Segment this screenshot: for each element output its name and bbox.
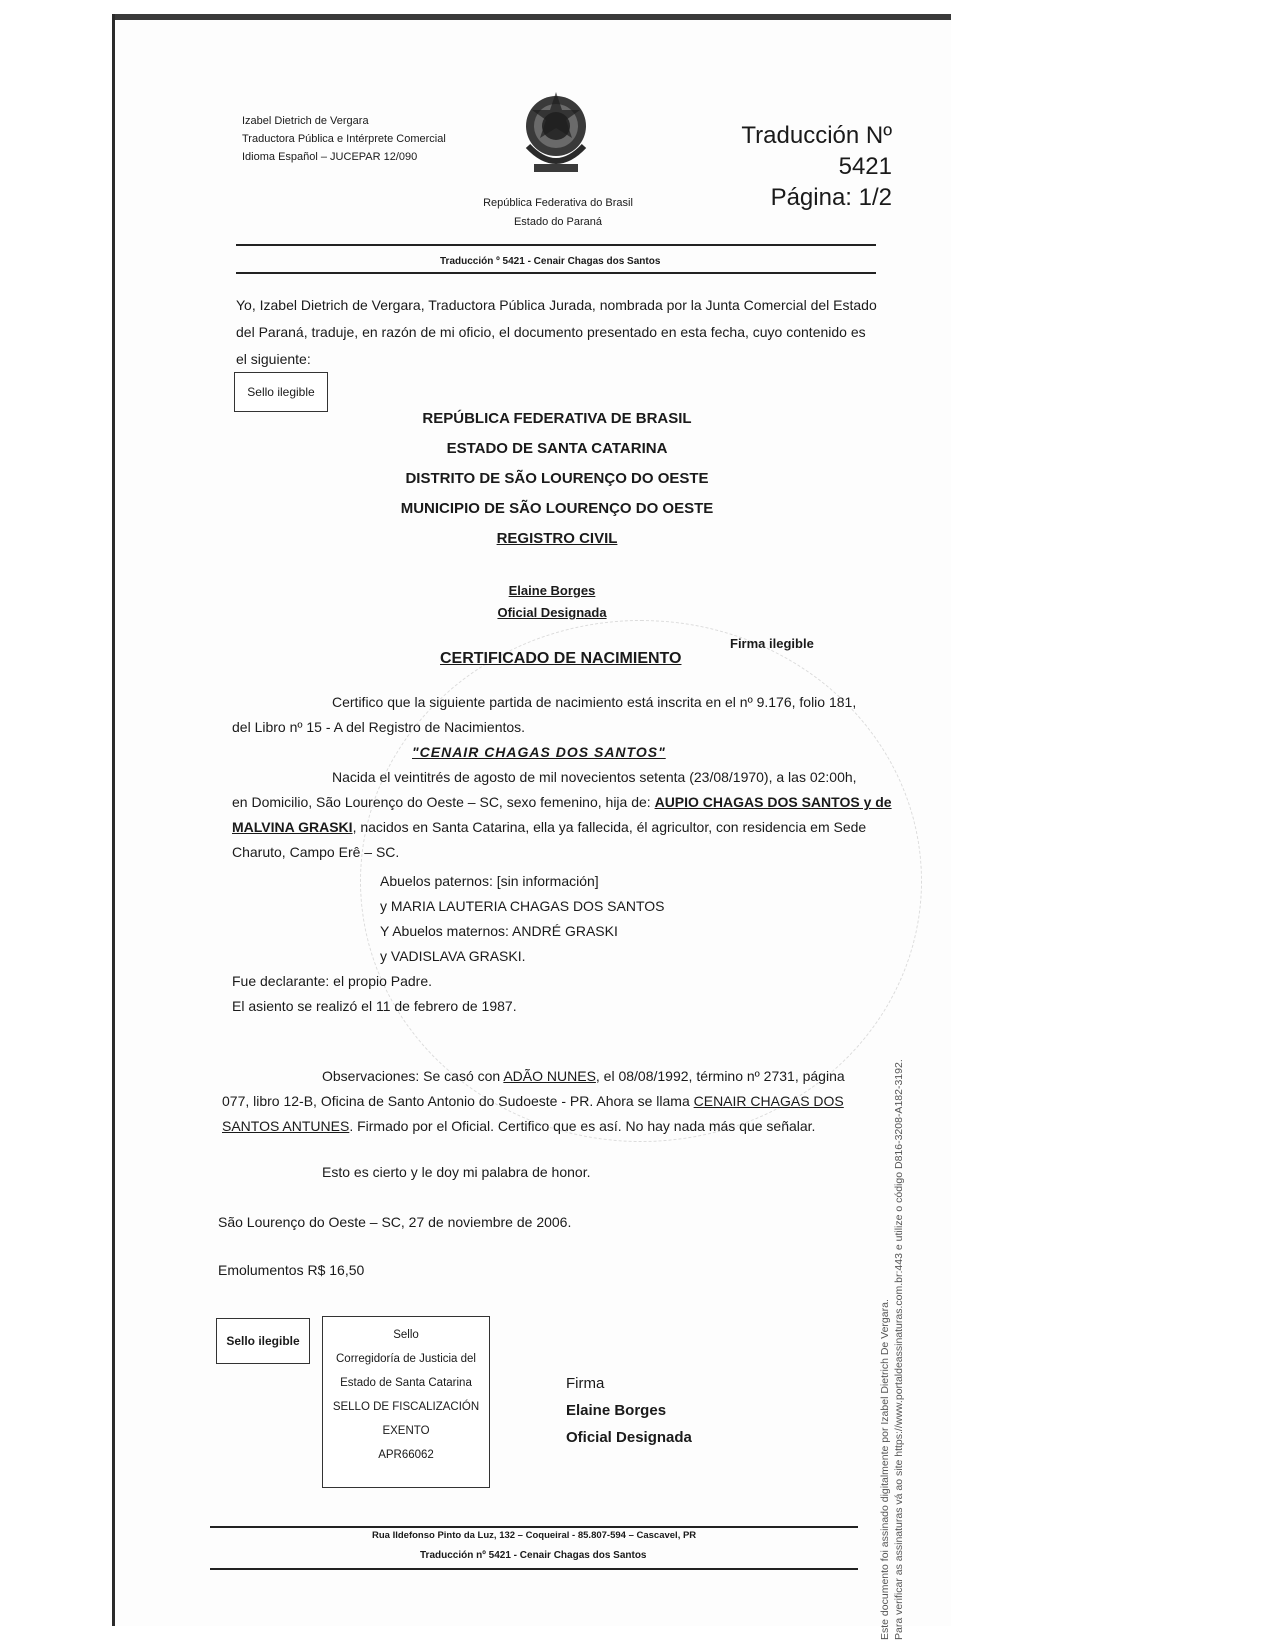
intro-line-3: el siguiente:: [236, 351, 311, 367]
cert-p2b: [232, 790, 892, 815]
cert-p2d: Charuto, Campo Erê – SC.: [232, 844, 400, 860]
signature-label: Firma: [566, 1375, 605, 1392]
side-note-line-1: Este documento foi assinado digitalmente por Izabel Dietrich De Vergara.: [879, 1299, 891, 1640]
digital-signature-note: [878, 660, 906, 1640]
obs3-post: . Firmado por el Oficial. Certifico que es así. No hay nada más que señalar.: [349, 1118, 816, 1134]
obs-line-2: [222, 1089, 882, 1114]
certificate-body: [232, 690, 892, 1019]
grandparents-1: Abuelos paternos: [sin información]: [380, 873, 599, 889]
side-note-line-2: Para verificar as assinaturas vá ao site https://www.portaldeassinaturas.com.br:443 e utilize o código D816-3208-A182-3192.: [893, 1059, 905, 1640]
observations: [222, 1064, 882, 1139]
cert-declarant: Fue declarante: el propio Padre.: [232, 973, 433, 989]
fiscal-seal-1: Sello: [393, 1329, 419, 1341]
translator-block: [242, 112, 446, 166]
obs2-pre: 077, libro 12-B, Oficina de Santo Antonio do Sudoeste - PR. Ahora se llama: [222, 1093, 694, 1109]
grandparents-4: y VADISLAVA GRASKI.: [380, 948, 526, 964]
official-name: Elaine Borges: [508, 583, 596, 598]
signature-note: Firma ilegible: [730, 636, 814, 651]
obs-line-3: [222, 1114, 882, 1139]
registry-headings: [392, 404, 722, 554]
crest-caption: [470, 194, 646, 232]
obs-spouse: ADÃO NUNES: [503, 1068, 596, 1084]
signature-role: Oficial Designada: [566, 1429, 692, 1446]
fiscal-seal-2: Corregidoría de Justicia del: [336, 1353, 476, 1365]
fiscal-seal-4: SELLO DE FISCALIZACIÓN: [332, 1401, 480, 1413]
cert-mother: MALVINA GRASKI: [232, 819, 353, 835]
obs-pre: Observaciones: Se casó con: [322, 1068, 504, 1084]
footer-reference: Traducción nº 5421 - Cenair Chagas dos Santos: [420, 1550, 647, 1561]
cert-father: AUPIO CHAGAS DOS SANTOS y de: [654, 794, 892, 810]
grandparents-3: Y Abuelos maternos: ANDRÉ GRASKI: [380, 923, 618, 939]
cert-p1b: del Libro nº 15 - A del Registro de Nacimientos.: [232, 719, 526, 735]
header-rule-bottom: [236, 272, 876, 274]
footer-address: Rua Ildefonso Pinto da Luz, 132 – Coqueiral - 85.807-594 – Cascavel, PR: [372, 1530, 697, 1541]
translator-language: Idioma Español – JUCEPAR 12/090: [242, 151, 418, 163]
footer-rule-bottom: [210, 1568, 858, 1570]
cert-entry: El asiento se realizó el 11 de febrero de 1987.: [232, 998, 517, 1014]
signature-block: [566, 1370, 692, 1451]
fiscal-seal-box: [322, 1316, 490, 1488]
heading-district: DISTRITO DE SÃO LOURENÇO DO OESTE: [405, 470, 709, 487]
seal-top-label: Sello ilegible: [247, 385, 315, 399]
certificate-title: CERTIFICADO DE NACIMIENTO: [440, 650, 682, 667]
obs3-name: SANTOS ANTUNES: [222, 1118, 350, 1134]
brazil-coat-of-arms-icon: [520, 86, 592, 186]
heading-state: ESTADO DE SANTA CATARINA: [446, 440, 668, 457]
heading-municipality: MUNICIPIO DE SÃO LOURENÇO DO OESTE: [400, 500, 714, 517]
heading-republic: REPÚBLICA FEDERATIVA DE BRASIL: [422, 410, 692, 427]
grandparents-2: y MARIA LAUTERIA CHAGAS DOS SANTOS: [380, 898, 665, 914]
cert-p2c: [232, 815, 892, 840]
crest-line-2: Estado do Paraná: [513, 216, 603, 228]
grandparents-block: [232, 869, 892, 969]
fees: Emolumentos R$ 16,50: [218, 1262, 365, 1278]
translator-name: Izabel Dietrich de Vergara: [242, 115, 369, 127]
cert-person-name: "CENAIR CHAGAS DOS SANTOS": [412, 744, 666, 760]
intro-paragraph: [236, 292, 886, 373]
header-reference: Traducción º 5421 - Cenair Chagas dos Santos: [440, 256, 661, 267]
footer-rule-top: [210, 1526, 858, 1528]
crest-line-1: República Federativa do Brasil: [483, 197, 633, 209]
cert-p2c-post: , nacidos en Santa Catarina, ella ya fallecida, él agricultor, con residencia em Sede: [352, 819, 867, 835]
heading-civil-registry: REGISTRO CIVIL: [496, 530, 618, 547]
obs2-name: CENAIR CHAGAS DOS: [693, 1093, 844, 1109]
fiscal-seal-6: APR66062: [378, 1449, 434, 1461]
official-block: [462, 580, 642, 624]
translator-title: Traductora Pública e Intérprete Comercial: [242, 133, 446, 145]
official-role: Oficial Designada: [497, 605, 607, 620]
cert-p2b-pre: en Domicilio, São Lourenço do Oeste – SC, sexo femenino, hija de:: [232, 794, 655, 810]
translation-info: [692, 120, 892, 213]
signature-name: Elaine Borges: [566, 1402, 667, 1419]
cert-p2a: Nacida el veintitrés de agosto de mil novecientos setenta (23/08/1970), a las 02:00h,: [332, 769, 857, 785]
obs-post: , el 08/08/1992, término nº 2731, página: [595, 1068, 845, 1084]
header-rule-top: [236, 244, 876, 246]
translation-number: Traducción Nº 5421: [741, 122, 892, 180]
intro-line-1: Yo, Izabel Dietrich de Vergara, Traductora Pública Jurada, nombrada por la Junta Comercial del Estado: [236, 297, 877, 313]
fiscal-seal-3: Estado de Santa Catarina: [340, 1377, 472, 1389]
honor-statement: Esto es cierto y le doy mi palabra de honor.: [322, 1164, 591, 1180]
seal-bottom-box: [216, 1318, 310, 1364]
seal-bottom-label: Sello ilegible: [226, 1334, 300, 1348]
place-date: São Lourenço do Oeste – SC, 27 de noviembre de 2006.: [218, 1214, 572, 1230]
seal-top-box: [234, 372, 328, 412]
intro-line-2: del Paraná, traduje, en razón de mi oficio, el documento presentado en esta fecha, cuyo contenido es: [236, 324, 866, 340]
obs-line-1: [222, 1064, 882, 1089]
page-number: Página: 1/2: [770, 184, 892, 211]
fiscal-seal-5: EXENTO: [382, 1425, 430, 1437]
cert-p1a: Certifico que la siguiente partida de nacimiento está inscrita en el nº 9.176, folio 181,: [332, 694, 857, 710]
